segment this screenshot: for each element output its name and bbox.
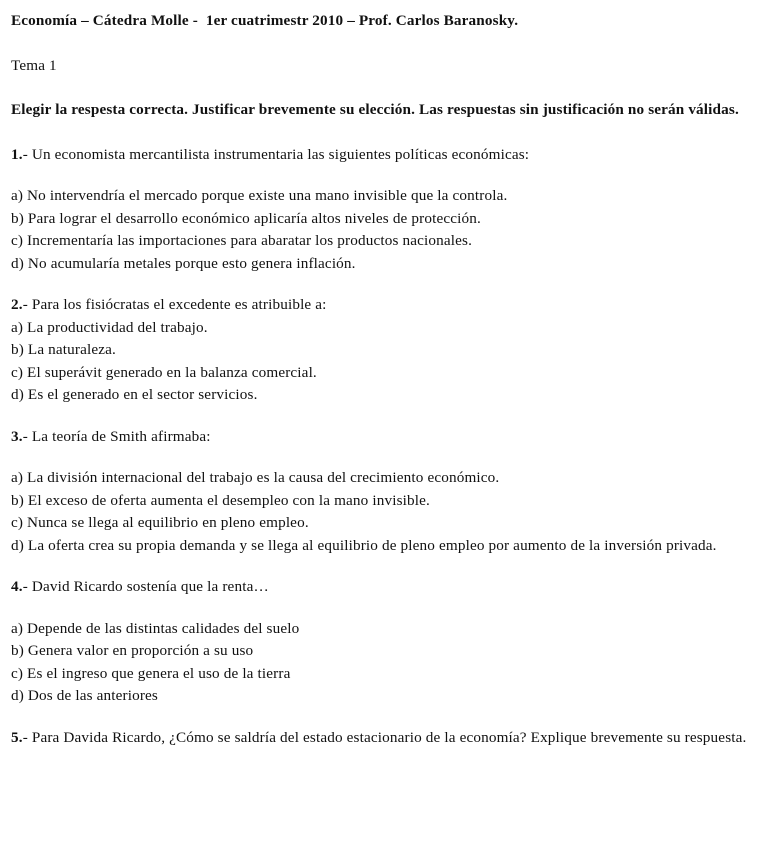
question-text: - Para los fisiócratas el excedente es atribuible a: xyxy=(22,296,327,313)
question-text: - Para Davida Ricardo, ¿Cómo se saldría del estado estacionario de la economía? Explique brevemente su respuesta. xyxy=(22,728,747,746)
option-4d: d) Dos de las anteriores xyxy=(11,687,158,704)
question-4 xyxy=(11,576,772,599)
option-3c: c) Nunca se llega al equilibrio en pleno empleo. xyxy=(11,514,309,531)
question-number: 5. xyxy=(11,728,23,746)
option-3d: d) La oferta crea su propia demanda y se llega al equilibrio de pleno empleo por aumento de la inversión privada. xyxy=(11,536,717,554)
option-2a: a) La productividad del trabajo. xyxy=(11,318,208,336)
question-3 xyxy=(11,426,772,449)
option-4c: c) Es el ingreso que genera el uso de la tierra xyxy=(11,664,291,682)
question-text: - David Ricardo sostenía que la renta… xyxy=(22,578,269,595)
instructions: Elegir la respesta correcta. Justificar brevemente su elección. Las respuestas sin justificación no serán válidas. xyxy=(11,101,739,118)
question-number: 4. xyxy=(11,578,23,595)
question-number: 3. xyxy=(11,427,23,445)
topic-label: Tema 1 xyxy=(11,56,57,74)
question-text: - La teoría de Smith afirmaba: xyxy=(22,427,211,445)
option-4b: b) Genera valor en proporción a su uso xyxy=(11,642,254,659)
question-1 xyxy=(11,144,772,167)
question-number: 2. xyxy=(11,296,23,313)
option-1a: a) No intervendría el mercado porque existe una mano invisible que la controla. xyxy=(11,187,508,204)
exam-title: Economía – Cátedra Molle - 1er cuatrimestr 2010 – Prof. Carlos Baranosky. xyxy=(11,12,519,29)
option-3a: a) La división internacional del trabajo es la causa del crecimiento económico. xyxy=(11,469,500,486)
question-text: - Un economista mercantilista instrumentaria las siguientes políticas económicas: xyxy=(22,145,530,163)
option-4a: a) Depende de las distintas calidades del suelo xyxy=(11,619,300,637)
option-1c: c) Incrementaría las importaciones para abaratar los productos nacionales. xyxy=(11,232,473,249)
option-1b: b) Para lograr el desarrollo económico aplicaría altos niveles de protección. xyxy=(11,209,481,227)
question-5 xyxy=(11,727,772,750)
option-2b: b) La naturaleza. xyxy=(11,341,116,358)
question-2 xyxy=(11,294,772,317)
option-2d: d) Es el generado en el sector servicios. xyxy=(11,386,258,403)
option-3b: b) El exceso de oferta aumenta el desempleo con la mano invisible. xyxy=(11,491,430,509)
question-number: 1. xyxy=(11,145,23,163)
option-1d: d) No acumularía metales porque esto genera inflación. xyxy=(11,254,356,272)
option-2c: c) El superávit generado en la balanza comercial. xyxy=(11,363,317,381)
